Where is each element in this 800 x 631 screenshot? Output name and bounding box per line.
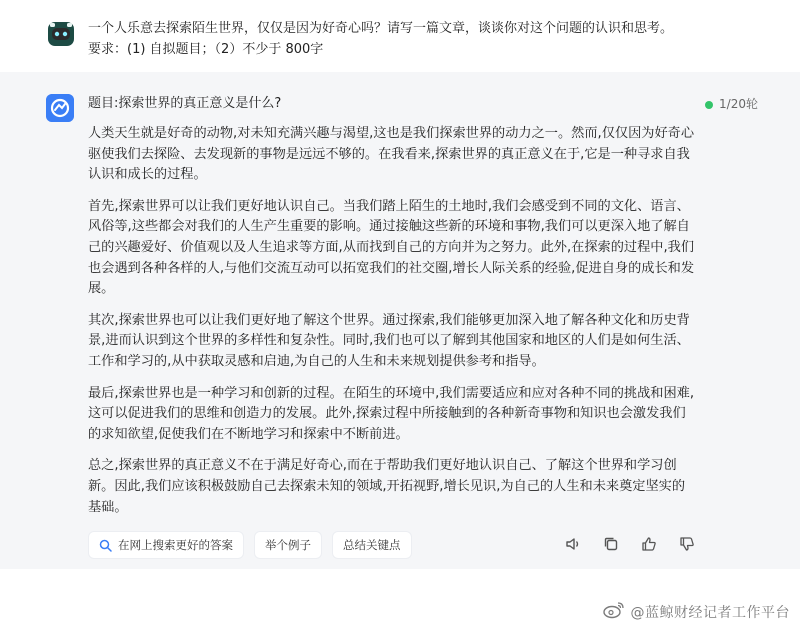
example-button[interactable] [254,531,322,559]
answer-paragraph: 总之,探索世界的真正意义不在于满足好奇心,而在于帮助我们更好地认识自己、了解这个世界和学习创新。因此,我们应该积极鼓励自己去探索未知的领域,开拓视野,增长见识,为自己的人生和未来奠定坚实的基础。 [88,458,686,515]
summary-button[interactable] [332,531,412,559]
round-text: 1/20轮 [719,97,758,111]
weibo-watermark [603,601,791,623]
search-icon [99,539,112,552]
thumbs-up-icon[interactable] [640,535,658,553]
speaker-icon[interactable] [564,535,582,553]
weibo-logo-icon [603,601,625,623]
online-dot-icon [705,101,713,109]
watermark-text: @蓝鲸财经记者工作平台 [630,605,790,621]
response-tools [564,533,696,555]
answer-title: 题目:探索世界的真正意义是什么? [88,96,282,111]
example-label: 举个例子 [265,538,311,552]
copy-icon[interactable] [602,535,620,553]
answer-paragraph: 最后,探索世界也是一种学习和创新的过程。在陌生的环境中,我们需要适应和应对各种不同的挑战和困难,这可以促进我们的思维和创造力的发展。此外,探索过程中所接触到的各种新奇事物和知识也会激发我们的求知欲望,促使我们在不断地学习和探索中不断前进。 [88,385,695,442]
user-avatar [46,19,76,49]
answer-paragraph: 其次,探索世界也可以让我们更好地了解这个世界。通过探索,我们能够更加深入地了解各种文化和历史背景,进而认识到这个世界的多样性和复杂性。同时,我们也可以了解到其他国家和地区的人们是如何生活、工作和学习的,从中获取灵感和启迪,为自己的人生和未来规划提供参考和指导。 [88,312,690,369]
suggestion-chips [88,531,412,557]
round-indicator [705,94,758,114]
user-prompt [88,18,788,60]
answer-paragraph: 首先,探索世界可以让我们更好地认识自己。当我们踏上陌生的土地时,我们会感受到不同的文化、语言、风俗等,这些都会对我们的人生产生重要的影响。通过接触这些新的环境和事物,我们可以更深入地了解自己的兴趣爱好、价值观以及人生追求等方面,从而找到自己的方向并为之努力。此外,在探索的过程中,我们也会遇到各种各样的人,与他们交流互动可以拓宽我们的社交圈,增长人际关系的经验,促进自身的成长和发展。 [88,198,695,297]
user-message [0,0,800,72]
answer-paragraph: 人类天生就是好奇的动物,对未知充满兴趣与渴望,这也是我们探索世界的动力之一。然而,仅仅因为好奇心驱使我们去探险、去发现新的事物是远远不够的。在我看来,探索世界的真正意义在于,它是一种寻求自我认识和成长的过程。 [88,126,695,183]
web-search-label: 在网上搜索更好的答案 [118,538,233,552]
answer-content [88,124,698,529]
summary-label: 总结关键点 [343,538,401,552]
bot-avatar [46,94,74,122]
web-search-button[interactable] [88,531,244,559]
thumbs-down-icon[interactable] [678,535,696,553]
user-prompt-text: 一个人乐意去探索陌生世界，仅仅是因为好奇心吗？请写一篇文章，谈谈你对这个问题的认识和思考。 [88,21,674,36]
user-requirement: 要求：(1) 自拟题目；（2）不少于 800字 [88,42,324,57]
